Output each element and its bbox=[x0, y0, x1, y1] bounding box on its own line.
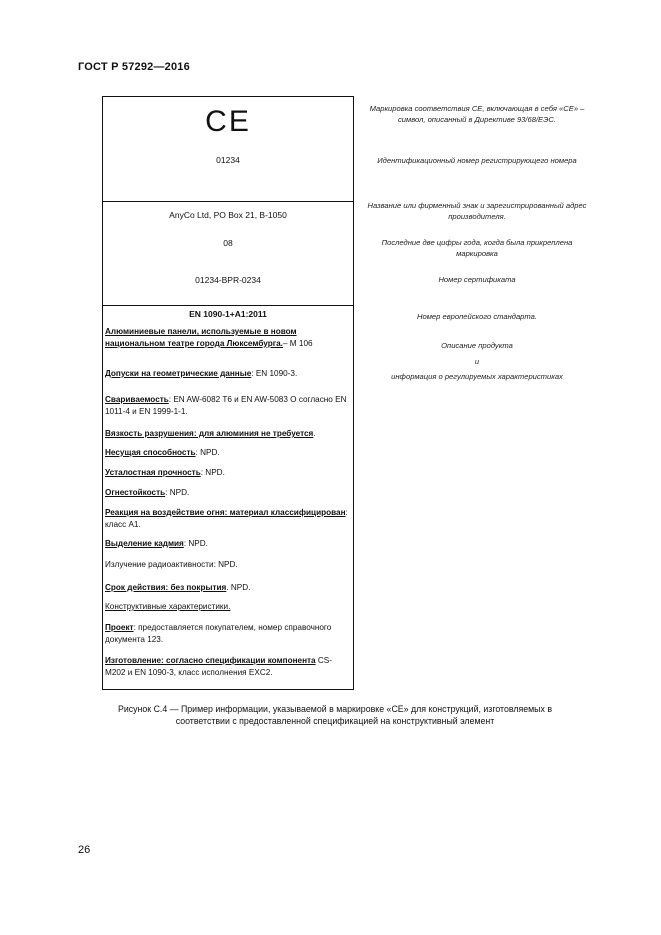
note-certificate: Номер сертификата bbox=[438, 275, 516, 284]
page-number: 26 bbox=[78, 844, 91, 856]
manufacturer-box bbox=[102, 201, 354, 306]
document-header: ГОСТ Р 57292—2016 bbox=[78, 61, 190, 73]
item-tolerances: Допуски на геометрические данные: EN 1090-3. bbox=[105, 369, 298, 378]
product-info-box bbox=[102, 305, 354, 690]
ce-logo: CE bbox=[205, 105, 251, 138]
item-description: Алюминиевые панели, используемые в новом национальном театре города Люксембурга.– M 106 bbox=[105, 327, 313, 348]
note-product-description: Описание продукта bbox=[441, 341, 513, 350]
certificate-number: 01234-BPR-0234 bbox=[195, 275, 261, 285]
item-load-capacity: Несущая способность: NPD. bbox=[105, 448, 220, 457]
item-fracture-toughness: Вязкость разрушения: для алюминия не требуется. bbox=[105, 429, 316, 438]
note-and: и bbox=[474, 357, 480, 366]
item-manufacturing: Изготовление: согласно спецификации компонента CS-M202 и EN 1090-3, класс исполнения EXC2. bbox=[105, 656, 332, 677]
note-id-number: Идентификационный номер регистрирующего номера bbox=[377, 156, 577, 165]
item-weldability: Свариваемость: EN AW-6082 T6 и EN AW-5083 O согласно EN 1011-4 и EN 1999-1-1. bbox=[105, 395, 347, 416]
item-fire-resistance: Огнестойкость: NPD. bbox=[105, 488, 190, 497]
note-standard: Номер европейского стандарта. bbox=[417, 312, 537, 321]
ce-mark-box bbox=[102, 96, 354, 202]
item-design: Проект: предоставляется покупателем, номер справочного документа 123. bbox=[105, 623, 332, 644]
figure-caption: Рисунок С.4 — Пример информации, указываемой в маркировке «СЕ» для конструкций, изготовляемых в соответствии с предоставленной спецификацией на конструктивный элемент bbox=[117, 704, 553, 726]
note-year: Последние две цифры года, когда была прикреплена маркировка bbox=[381, 238, 573, 258]
note-ce-marking: Маркировка соответствия СЕ, включающая в себя «СЕ» – символ, описанный в Директиве 93/68/ЕЭС. bbox=[369, 104, 585, 124]
item-reaction-to-fire: Реакция на воздействие огня: материал классифицирован: класс А1. bbox=[105, 508, 348, 529]
item-cadmium: Выделение кадмия: NPD. bbox=[105, 539, 208, 548]
item-durability: Срок действия: без покрытия. NPD. bbox=[105, 583, 251, 592]
standard-number: EN 1090-1+A1:2011 bbox=[189, 309, 267, 319]
item-fatigue-strength: Усталостная прочность: NPD. bbox=[105, 468, 225, 477]
note-regulated-characteristics: информация о регулируемых характеристиках bbox=[391, 372, 563, 381]
item-radioactivity: Излучение радиоактивности: NPD. bbox=[105, 560, 238, 569]
year-digits: 08 bbox=[223, 238, 233, 248]
item-structural-characteristics: Конструктивные характеристики. bbox=[105, 602, 231, 611]
notified-body-number: 01234 bbox=[216, 155, 240, 165]
manufacturer-address: AnyCo Ltd, PO Box 21, B-1050 bbox=[169, 210, 287, 220]
note-manufacturer-name: Название или фирменный знак и зарегистрированный адрес производителя. bbox=[367, 201, 587, 221]
